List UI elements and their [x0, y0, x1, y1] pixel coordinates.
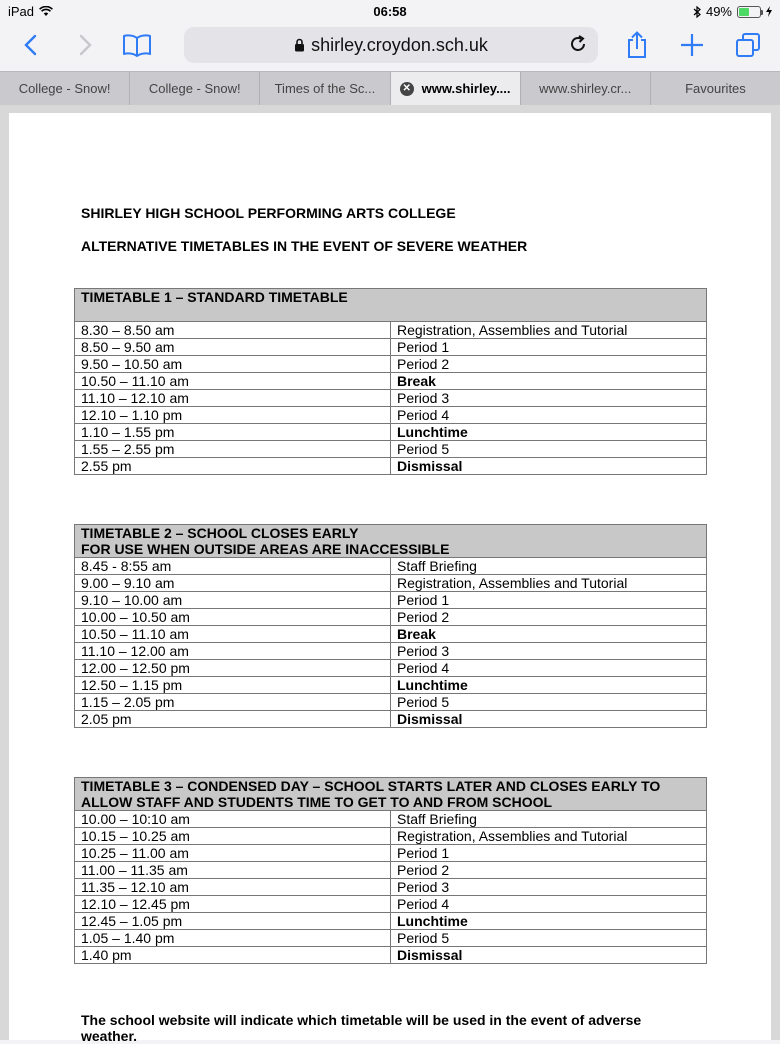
tab-label: College - Snow! — [18, 81, 111, 96]
time-cell: 8.50 – 9.50 am — [75, 339, 391, 356]
table-row — [75, 322, 707, 339]
activity-cell: Registration, Assemblies and Tutorial — [391, 575, 707, 592]
activity-cell: Period 2 — [391, 609, 707, 626]
time-cell: 9.50 – 10.50 am — [75, 356, 391, 373]
timetable-header — [75, 778, 707, 811]
table-row — [75, 811, 707, 828]
battery-percent: 49% — [705, 4, 732, 19]
bookmarks-button[interactable] — [120, 28, 154, 62]
book-icon — [122, 33, 152, 57]
lock-icon — [294, 38, 305, 52]
time-cell: 10.50 – 11.10 am — [75, 626, 391, 643]
activity-cell: Lunchtime — [391, 424, 707, 441]
time-cell: 1.10 – 1.55 pm — [75, 424, 391, 441]
time-cell: 11.10 – 12.00 am — [75, 643, 391, 660]
time-cell: 1.40 pm — [75, 947, 391, 964]
table-row — [75, 558, 707, 575]
time-cell: 10.50 – 11.10 am — [75, 373, 391, 390]
time-cell: 12.10 – 12.45 pm — [75, 896, 391, 913]
activity-cell: Registration, Assemblies and Tutorial — [391, 828, 707, 845]
activity-cell: Lunchtime — [391, 913, 707, 930]
back-button[interactable] — [14, 28, 48, 62]
heading-line-1: TIMETABLE 3 – CONDENSED DAY – SCHOOL STARTS LATER AND CLOSES EARLY TO — [81, 778, 661, 794]
table-row — [75, 879, 707, 896]
table-row — [75, 930, 707, 947]
table-row — [75, 896, 707, 913]
tab-college-snow-2[interactable] — [130, 72, 260, 105]
tab-label: Times of the Sc... — [274, 81, 376, 96]
table-row — [75, 862, 707, 879]
timetable-3 — [74, 777, 707, 964]
tab-shirley-croydon[interactable] — [521, 72, 651, 105]
timetable-header — [75, 289, 707, 322]
table-row — [75, 660, 707, 677]
time-cell: 12.45 – 1.05 pm — [75, 913, 391, 930]
activity-cell: Period 2 — [391, 862, 707, 879]
table-row — [75, 441, 707, 458]
activity-cell: Period 3 — [391, 390, 707, 407]
tab-label: www.shirley.... — [421, 81, 511, 96]
time-cell: 9.10 – 10.00 am — [75, 592, 391, 609]
activity-cell: Period 3 — [391, 879, 707, 896]
time-cell: 9.00 – 9.10 am — [75, 575, 391, 592]
table-row — [75, 390, 707, 407]
new-tab-button[interactable] — [675, 28, 709, 62]
activity-cell: Dismissal — [391, 711, 707, 728]
timetable-header — [75, 525, 707, 558]
tab-times-of-the-school[interactable] — [260, 72, 390, 105]
activity-cell: Break — [391, 373, 707, 390]
activity-cell: Dismissal — [391, 458, 707, 475]
heading-line-2: ALLOW STAFF AND STUDENTS TIME TO GET TO AND FROM SCHOOL — [81, 794, 553, 810]
time-cell: 1.15 – 2.05 pm — [75, 694, 391, 711]
tab-label: College - Snow! — [148, 81, 241, 96]
activity-cell: Registration, Assemblies and Tutorial — [391, 322, 707, 339]
browser-toolbar — [0, 22, 780, 70]
timetable-heading — [75, 778, 707, 811]
time-cell: 11.10 – 12.10 am — [75, 390, 391, 407]
document-subtitle: ALTERNATIVE TIMETABLES IN THE EVENT OF SEVERE WEATHER — [81, 238, 528, 254]
time-cell: 1.05 – 1.40 pm — [75, 930, 391, 947]
tabs-overview-button[interactable] — [731, 28, 765, 62]
battery-icon — [737, 6, 761, 18]
school-title: SHIRLEY HIGH SCHOOL PERFORMING ARTS COLLEGE — [81, 205, 456, 221]
charging-icon — [766, 6, 772, 17]
table-row — [75, 458, 707, 475]
table-row — [75, 609, 707, 626]
bluetooth-icon — [693, 6, 701, 18]
table-row — [75, 592, 707, 609]
footer-note: The school website will indicate which timetable will be used in the event of adverse weather. — [81, 1012, 642, 1044]
time-cell: 11.00 – 11.35 am — [75, 862, 391, 879]
table-row — [75, 424, 707, 441]
activity-cell: Period 2 — [391, 356, 707, 373]
address-bar[interactable] — [184, 27, 598, 63]
activity-cell: Period 5 — [391, 930, 707, 947]
chevron-left-icon — [24, 34, 38, 56]
tab-shirley-active[interactable] — [391, 72, 521, 105]
timetable-2 — [74, 524, 707, 728]
table-row — [75, 845, 707, 862]
document-page[interactable] — [9, 113, 771, 1044]
time-cell: 10.00 – 10.50 am — [75, 609, 391, 626]
table-row — [75, 677, 707, 694]
tab-favourites[interactable] — [651, 72, 780, 105]
table-row — [75, 407, 707, 424]
status-right — [693, 4, 772, 19]
activity-cell: Lunchtime — [391, 677, 707, 694]
timetable-heading — [75, 525, 707, 558]
timetable-heading: TIMETABLE 1 – STANDARD TIMETABLE — [75, 289, 707, 322]
tab-label: www.shirley.cr... — [539, 81, 632, 96]
table-row — [75, 828, 707, 845]
tab-strip — [0, 71, 780, 105]
time-cell: 2.05 pm — [75, 711, 391, 728]
reload-icon[interactable] — [568, 34, 588, 54]
time-cell: 1.55 – 2.55 pm — [75, 441, 391, 458]
activity-cell: Dismissal — [391, 947, 707, 964]
url-text: shirley.croydon.sch.uk — [311, 34, 488, 55]
time-cell: 8.30 – 8.50 am — [75, 322, 391, 339]
tab-college-snow-1[interactable] — [0, 72, 130, 105]
forward-button[interactable] — [68, 28, 102, 62]
time-cell: 12.10 – 1.10 pm — [75, 407, 391, 424]
activity-cell: Period 1 — [391, 339, 707, 356]
battery-fill — [739, 8, 749, 16]
table-row — [75, 575, 707, 592]
close-icon[interactable]: ✕ — [400, 82, 414, 96]
table-row — [75, 694, 707, 711]
tabs-icon — [735, 32, 761, 58]
table-row — [75, 643, 707, 660]
activity-cell: Period 4 — [391, 896, 707, 913]
heading-line-2: FOR USE WHEN OUTSIDE AREAS ARE INACCESSIBLE — [81, 541, 450, 557]
activity-cell: Staff Briefing — [391, 811, 707, 828]
time-cell: 12.50 – 1.15 pm — [75, 677, 391, 694]
time-cell: 8.45 - 8:55 am — [75, 558, 391, 575]
table-row — [75, 913, 707, 930]
time-cell: 12.00 – 12.50 pm — [75, 660, 391, 677]
status-bar — [0, 0, 780, 22]
table-row — [75, 626, 707, 643]
activity-cell: Period 1 — [391, 845, 707, 862]
share-button[interactable] — [620, 28, 654, 62]
activity-cell: Period 4 — [391, 407, 707, 424]
time-cell: 2.55 pm — [75, 458, 391, 475]
activity-cell: Period 5 — [391, 441, 707, 458]
activity-cell: Period 5 — [391, 694, 707, 711]
time-cell: 11.35 – 12.10 am — [75, 879, 391, 896]
activity-cell: Period 1 — [391, 592, 707, 609]
share-icon — [626, 31, 648, 59]
table-row — [75, 339, 707, 356]
device-label: iPad — [8, 4, 35, 19]
table-row — [75, 711, 707, 728]
heading-line-1: TIMETABLE 2 – SCHOOL CLOSES EARLY — [81, 525, 359, 541]
activity-cell: Period 4 — [391, 660, 707, 677]
time-cell: 10.00 – 10:10 am — [75, 811, 391, 828]
table-row — [75, 947, 707, 964]
time-cell: 10.15 – 10.25 am — [75, 828, 391, 845]
activity-cell: Staff Briefing — [391, 558, 707, 575]
timetable-1 — [74, 288, 707, 475]
table-row — [75, 356, 707, 373]
activity-cell: Break — [391, 626, 707, 643]
plus-icon — [680, 33, 704, 57]
activity-cell: Period 3 — [391, 643, 707, 660]
tab-label: Favourites — [685, 81, 746, 96]
chevron-right-icon — [78, 34, 92, 56]
table-row — [75, 373, 707, 390]
time-cell: 10.25 – 11.00 am — [75, 845, 391, 862]
status-time: 06:58 — [373, 4, 407, 19]
